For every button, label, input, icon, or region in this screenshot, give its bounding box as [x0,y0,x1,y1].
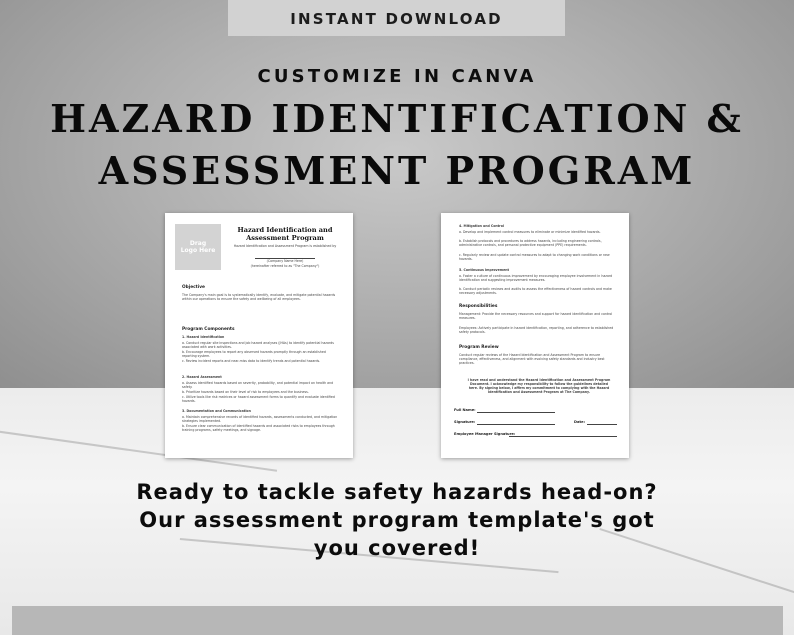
instant-download-banner [228,0,565,36]
section-1-b: b. Encourage employees to report any observed hazards promptly through an established reporting system. [182,350,326,359]
document-title-line-2: Assessment Program [246,234,324,242]
responsibilities-heading: Responsibilities [459,304,498,309]
program-review-heading: Program Review [459,345,499,350]
full-name-label: Full Name: [454,408,476,412]
logo-placeholder-text [175,240,221,254]
section-4-a: a. Develop and implement control measures to eliminate or minimize identified hazards. [459,230,601,234]
section-4-c: c. Regularly review and update control measures to adapt to changing work conditions or new hazards. [459,253,610,262]
logo-text-line-1: Drag [189,240,207,247]
title-line-2: ASSESSMENT PROGRAM [98,148,696,193]
document-title-line-1: Hazard Identification and [237,226,333,234]
section-5-heading: 5. Continuous Improvement [459,268,510,272]
section-1-c: c. Review incident reports and near-miss data to identify trends and potential hazards. [182,359,321,363]
manager-signature-label: Employee Manager Signature: [454,432,516,436]
document-page-2 [441,213,629,458]
section-5-b: b. Conduct periodic reviews and audits to assess the effectiveness of hazard controls and make necessary adjustments. [459,287,612,296]
section-3-b: b. Ensure clear communication of identified hazards and associated risks to employees through training programs, safety meetings, and signage. [182,424,335,433]
title-line-1: HAZARD IDENTIFICATION & [50,96,744,141]
intro-text: Hazard Identification and Assessment Program is established by [233,244,337,248]
logo-text-line-2: Logo Here [180,247,216,254]
section-1-heading: 1. Hazard Identification [182,335,225,339]
section-1-a: a. Conduct regular site inspections and job hazard analyses (JHAs) to identify potential hazards associated with work activities. [182,341,334,350]
section-5-a: a. Foster a culture of continuous improvement by encouraging employee involvement in hazard identification and suggesting improvement measures. [459,274,613,283]
logo-placeholder [175,224,221,270]
full-name-line [477,412,555,413]
bottom-bar [12,606,783,635]
program-review-text: Conduct regular reviews of the Hazard Identification and Assessment Program to ensure compliance, effectiveness, and alignment with evolving safety standards and industry best practices. [459,353,605,366]
section-2-heading: 2. Hazard Assessment [182,375,222,379]
section-4-b: b. Establish protocols and procedures to address hazards, including engineering controls, administrative controls, and personal protective equipment (PPE) requirements. [459,239,602,248]
tagline-line-2: Our assessment program template's got [139,508,655,532]
signature-line [477,424,555,425]
banner-label: INSTANT DOWNLOAD [290,10,503,28]
subtitle: CUSTOMIZE IN CANVA [257,66,537,87]
acknowledgement-text: I have read and understand the Hazard Identification and Assessment Program Document. I acknowledge my responsibility to follow the guidelines detailed here. By signing below, I affirm my commitment to complying with the Hazard Identification and Assessment Program at The Company. [467,378,611,395]
section-2-b: b. Prioritize hazards based on their level of risk to employees and the business. [182,390,309,394]
date-line [587,424,617,425]
date-label: Date: [574,420,586,424]
section-3-a: a. Maintain comprehensive records of identified hazards, assessments conducted, and mitigation strategies implemented. [182,415,338,424]
company-placeholder: (Company Name Here) [266,259,304,263]
section-4-heading: 4. Mitigation and Control [459,224,505,228]
components-heading: Program Components [182,327,235,332]
document-page-1 [165,213,353,458]
section-2-c: c. Utilize tools like risk matrices or hazard assessment forms to quantify and evaluate identified hazards. [182,395,335,404]
objective-heading: Objective [182,285,205,290]
section-3-heading: 3. Documentation and Communication [182,409,251,413]
tagline [0,478,794,562]
tagline-line-3: you covered! [313,536,481,560]
objective-text: The Company's main goal is to systematically identify, evaluate, and mitigate potential hazards within our operations to ensure the safety and wellbeing of all employees. [182,293,336,302]
responsibility-employees: Employees: Actively participate in hazard identification, reporting, and adherence to established safety protocols. [459,326,614,335]
section-2-a: a. Assess identified hazards based on severity, probability, and potential impact on health and safety. [182,381,334,390]
responsibility-management: Management: Provide the necessary resources and support for hazard identification and control measures. [459,312,613,321]
document-title [225,226,345,242]
manager-signature-line [509,436,617,437]
tagline-line-1: Ready to tackle safety hazards head-on? [136,480,658,504]
signature-label: Signature: [454,420,476,424]
referred-text: (hereinafter referred to as "The Company") [250,264,320,268]
